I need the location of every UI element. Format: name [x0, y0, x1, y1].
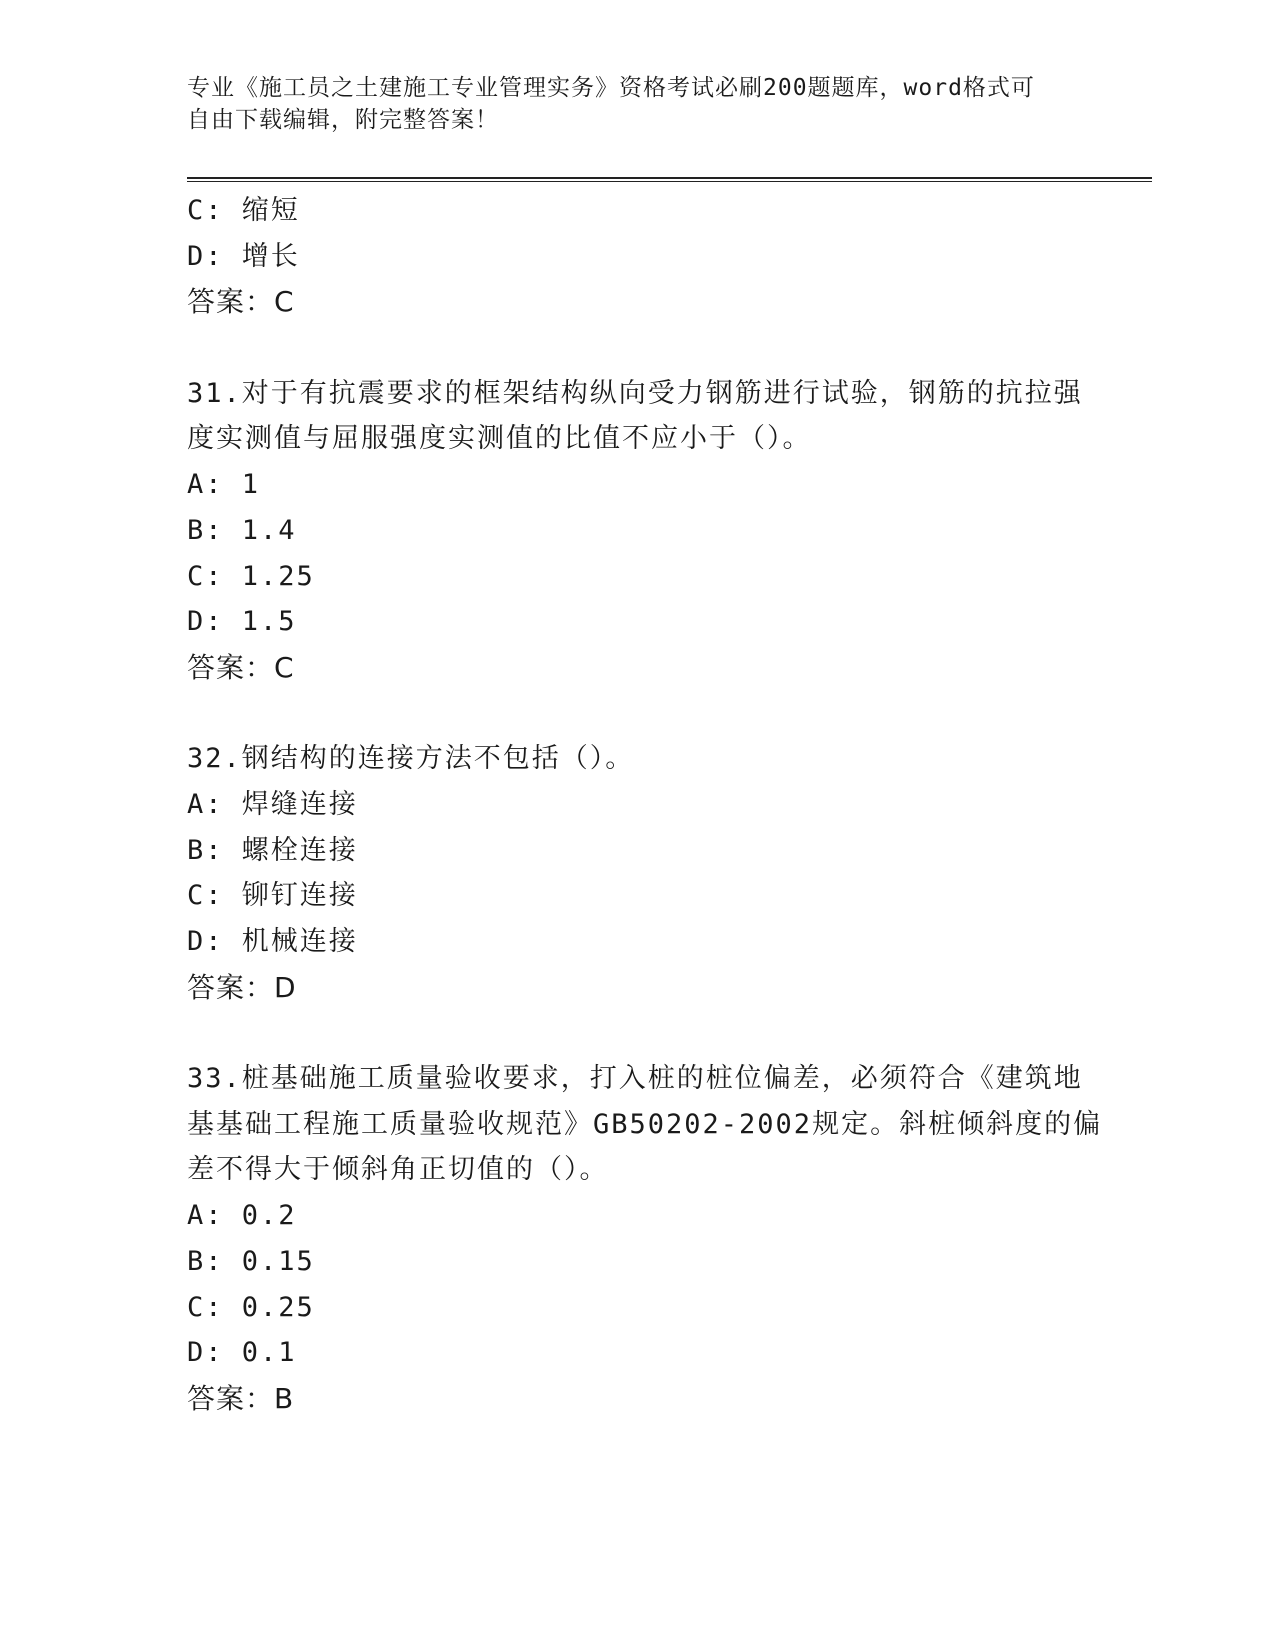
- answer: 答案：D: [187, 970, 297, 1004]
- option-d: D: 机械连接: [187, 926, 358, 957]
- option-d: D: 0.1: [187, 1337, 297, 1369]
- header-title-line-1: 专业《施工员之土建施工专业管理实务》资格考试必刷200题题库，word格式可: [187, 75, 1035, 101]
- header-divider: [187, 177, 1152, 182]
- option-b: B: 螺栓连接: [187, 834, 358, 866]
- answer: 答案：B: [187, 1381, 295, 1415]
- question-stem-line: 33.桩基础施工质量验收要求，打入桩的桩位偏差，必须符合《建筑地: [187, 1063, 1083, 1095]
- option-b: B: 0.15: [187, 1245, 315, 1277]
- answer: 答案：C: [187, 650, 295, 684]
- question-33: [187, 1056, 1103, 1422]
- question-stem-line: 度实测值与屈服强度实测值的比值不应小于（）。: [187, 423, 812, 455]
- header-title-line-2: 自由下载编辑，附完整答案！: [187, 107, 499, 133]
- option-a: A: 焊缝连接: [187, 788, 358, 820]
- option-a: A: 1: [187, 469, 261, 501]
- question-stem-line: 差不得大于倾斜角正切值的（）。: [187, 1154, 609, 1186]
- option-c: C: 缩短: [187, 195, 300, 226]
- spacer: [187, 691, 1087, 737]
- option-a: A: 0.2: [187, 1200, 297, 1232]
- answer: 答案：C: [187, 285, 295, 319]
- spacer: [187, 1010, 1087, 1056]
- spacer: [187, 325, 1087, 371]
- question-stem-line: 32.钢结构的连接方法不包括（）。: [187, 743, 635, 775]
- option-c: C: 铆钉连接: [187, 880, 358, 912]
- option-d: D: 增长: [187, 240, 300, 272]
- question-list: [187, 188, 1103, 1422]
- question-stem-line: 31.对于有抗震要求的框架结构纵向受力钢筋进行试验，钢筋的抗拉强: [187, 377, 1083, 409]
- option-d: D: 1.5: [187, 606, 297, 638]
- page-header: [187, 72, 1067, 136]
- option-b: B: 1.4: [187, 514, 297, 546]
- question-32: [187, 736, 1087, 1010]
- option-c: C: 0.25: [187, 1291, 315, 1323]
- option-c: C: 1.25: [187, 560, 315, 592]
- question-stem-line: 基基础工程施工质量验收规范》GB50202-2002规定。斜桩倾斜度的偏: [187, 1108, 1103, 1140]
- question-31: [187, 371, 1087, 691]
